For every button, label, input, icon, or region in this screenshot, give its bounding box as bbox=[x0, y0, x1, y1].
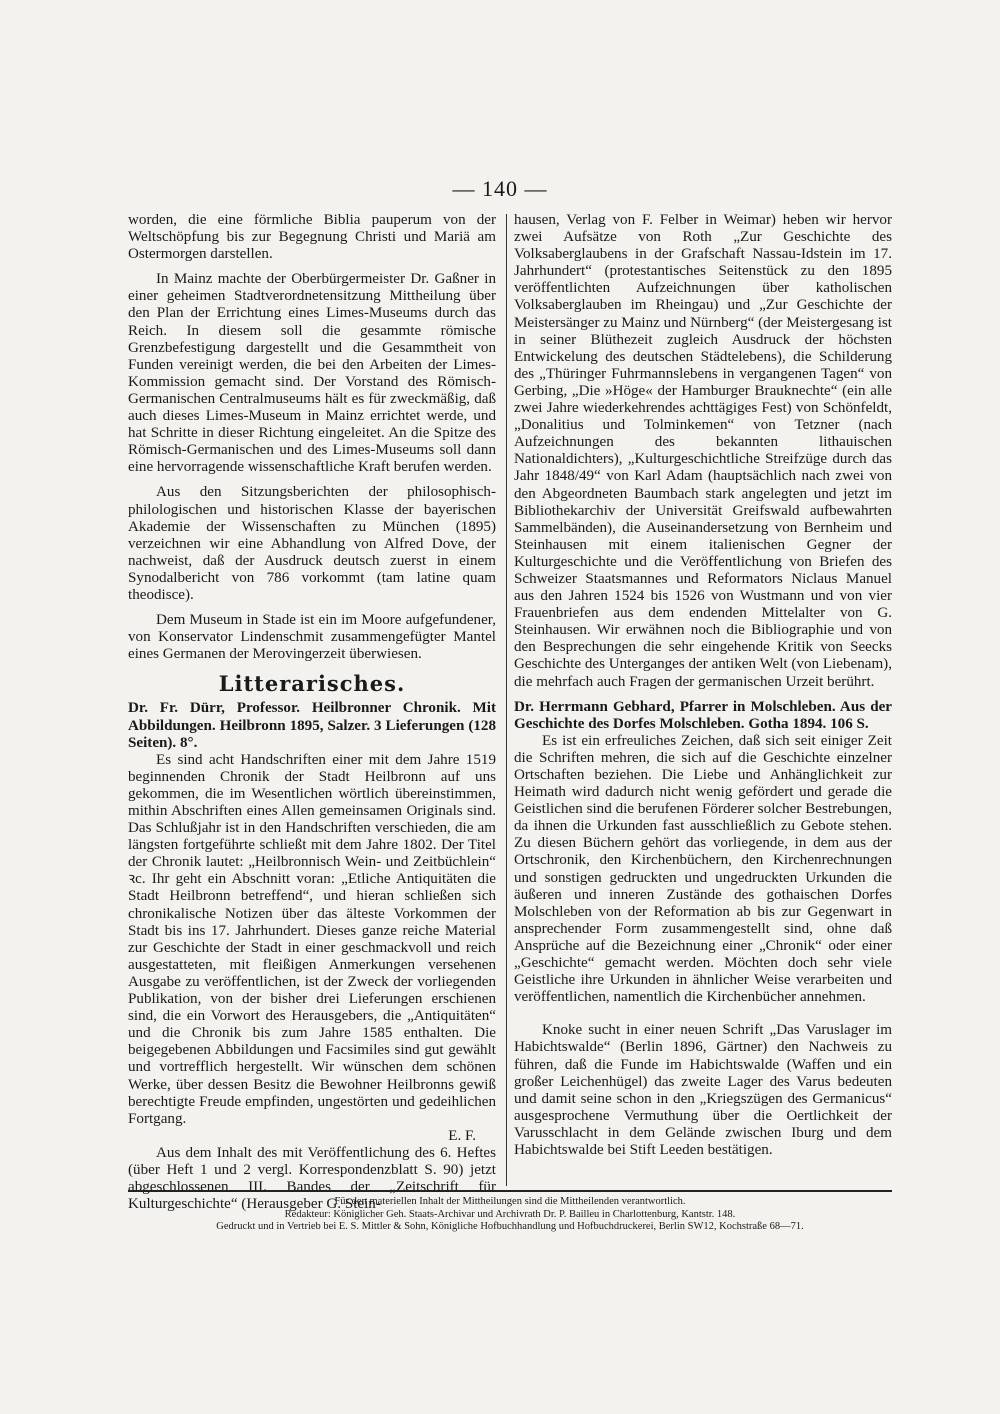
footer-line: Redakteur: Königlicher Geh. Staats-Archivar und Archivrath Dr. P. Bailleu in Charlottenburg, Kantstr. 148. bbox=[284, 1208, 736, 1220]
footer-rule bbox=[128, 1190, 892, 1192]
footer bbox=[128, 1196, 892, 1234]
paragraph: worden, die eine förmliche Biblia pauperum von der Weltschöpfung bis zur Begegnung Christi und Mariä am Ostermorgen darstellen. bbox=[128, 212, 496, 263]
paragraph: Aus den Sitzungsberichten der philosophisch-philologischen und historischen Klasse der bayerischen Akademie der Wissenschaften zu München (1895) verzeichnen wir eine Abhandlung von Alfred Dove, der nachweist, daß der Ausdruck deutsch zuerst in einem Synodalbericht von 786 vorkommt (tam latine quam theodisce). bbox=[128, 484, 496, 603]
left-column bbox=[128, 212, 496, 1213]
section-heading: Litterarisches. bbox=[218, 671, 406, 697]
page-number: — 140 — bbox=[452, 176, 548, 201]
column-divider bbox=[506, 214, 507, 1186]
review-signature: E. F. bbox=[448, 1127, 476, 1144]
review-body: Es sind acht Handschriften einer mit dem Jahre 1519 beginnenden Chronik der Stadt Heilbronn auf uns gekommen, die im Wesentlichen wörtlich übereinstimmen, mithin Abschriften eines Allen gemeinsamen Originals sind. Das Schlußjahr ist in den Handschriften verschieden, die am längsten fortgeführte schließt mit dem Jahre 1802. Der Titel der Chronik lautet: „Heilbronnisch Wein- und Zeitbüchlein“ ꝛc. Ihr geht ein Abschnitt voran: „Etliche Antiquitäten die Stadt Heilbronn betreffend“, und hieran schließen sich chronikalische Notizen über das älteste Vorkommen der Stadt bis ins 17. Jahrhundert. Dieses ganze reiche Material zur Geschichte der Stadt in einer geschmackvoll und reich ausgestatteten, mit fleißigen Anmerkungen versehenen Ausgabe zu veröffentlichen, ist der Zweck der vorliegenden Publikation, von der bisher drei Lieferungen erschienen sind, die ein Vorwort des Herausgebers, die „Antiquitäten“ und die Chronik bis zum Jahre 1585 enthalten. Die beigegebenen Abbildungen und Facsimiles sind gut gewählt und vortrefflich hergestellt. Wir wünschen dem schönen Werke, über dessen Besitz die Bewohner Heilbronns gewiß berechtigte Freude empfinden, ungestörten und gedeihlichen Fortgang. bbox=[128, 751, 496, 1127]
footer-line: Für den materiellen Inhalt der Mittheilungen sind die Mittheilenden verantwortlich. bbox=[334, 1196, 686, 1207]
footer-line: Gedruckt und in Vertrieb bei E. S. Mittler & Sohn, Königliche Hofbuchhandlung und Hofbuchdruckerei, Berlin SW12, Kochstraße 68—71. bbox=[216, 1221, 804, 1232]
paragraph: Dem Museum in Stade ist ein im Moore aufgefundener, von Konservator Lindenschmit zusammengefügter Mantel eines Germanen der Merovingerzeit überwiesen. bbox=[128, 612, 496, 663]
review-heading: Dr. Fr. Dürr, Professor. Heilbronner Chronik. Mit Abbildungen. Heilbronn 1895, Salzer. 3 Lieferungen (128 Seiten). 8°. bbox=[128, 700, 496, 751]
review-heading: Dr. Herrmann Gebhard, Pfarrer in Molschleben. Aus der Geschichte des Dorfes Molschleben. Gotha 1894. 106 S. bbox=[514, 698, 892, 732]
paragraph: Knoke sucht in einer neuen Schrift „Das Varuslager im Habichtswalde“ (Berlin 1896, Gärtner) den Nachweis zu führen, daß die Funde im Habichtswalde (Waffen und ein großer Leichenhügel) das zweite Lager des Varus bedeuten und damit seine schon in den „Kriegszügen des Germanicus“ ausgesprochene Vermuthung über die Oertlichkeit der Varusschlacht in dem Gelände zwischen Iburg und dem Habichtswalde bei Stift Leeden bestätigen. bbox=[514, 1022, 892, 1158]
paragraph: hausen, Verlag von F. Felber in Weimar) heben wir hervor zwei Aufsätze von Roth „Zur Geschichte des Volksaberglaubens in der Grafschaft Nassau-Idstein im 17. Jahrhundert“ (protestantisches Seitenstück zu den 1895 veröffentlichten Aufzeichnungen über katholischen Volksaberglauben im Rheingau) und „Zur Geschichte der Meistersänger zu Mainz und Nürnberg“ (der Meistergesang ist in seiner Blüthezeit zugleich Ausdruck der höchsten Entwickelung des deutschen Städtelebens), die Schilderung des „Thüringer Fuhrmannslebens in vergangenen Tagen“ von Gerbing, „Die »Höge« der Hamburger Brauknechte“ (ein alle zwei Jahre wiederkehrendes achttägiges Fest) von Schönfeldt, „Donalitius und Tolminkemen“ von Tetzner (nach Aufzeichnungen des bekannten lithauischen Nationaldichters), „Kulturgeschichtliche Streifzüge durch das Jahr 1848/49“ von Karl Adam (hauptsächlich nach zwei von den Abgeordneten Baumbach stark angelegten und jetzt im Bibliothekarchiv der Universität Greifswald aufbewahrten Sammelbänden), die Auseinandersetzung von Bernheim und Steinhausen mit einem italienischen Gegner der Kulturgeschichte und die Veröffentlichung von Briefen des Schweizer Staatsmannes und Reformators Niclaus Manuel aus den Jahren 1524 bis 1526 von Wustmann und von vier Frauenbriefen aus dem endenden Mittelalter von G. Steinhausen. Wir erwähnen noch die Bibliographie und von den Besprechungen die sehr eingehende Kritik von Seecks Geschichte des Unterganges der antiken Welt (von Liebenam), die mehrfach auch Fragen der germanischen Urzeit berührt. bbox=[514, 212, 892, 690]
paragraph: In Mainz machte der Oberbürgermeister Dr. Gaßner in einer geheimen Stadtverordnetensitzung Mittheilung über den Plan der Errichtung eines Limes-Museums durch das Reich. In diesem soll die gesammte römische Grenzbefestigung dargestellt und die Gesammtheit von Funden vereinigt werden, die bei den Arbeiten der Limes-Kommission gemacht sind. Der Vorstand des Römisch-Germanischen Centralmuseums hält es für zweckmäßig, daß auch dieses Limes-Museum in Mainz errichtet werde, und hat Schritte in dieser Richtung eingeleitet. An die Spitze des Römisch-Germanischen und des Limes-Museums soll dann eine hervorragende wissenschaftliche Kraft berufen werden. bbox=[128, 271, 496, 476]
paragraph: Aus dem Inhalt des mit Veröffentlichung des 6. Heftes (über Heft 1 und 2 vergl. Korrespondenzblatt S. 90) jetzt abgeschlossenen III. Bandes der „Zeitschrift für Kulturgeschichte“ (Herausgeber G. Stein- bbox=[128, 1144, 496, 1213]
review-body: Es ist ein erfreuliches Zeichen, daß sich seit einiger Zeit die Schriften mehren, die sich auf die Geschichte einzelner Ortschaften beziehen. Die Liebe und Anhänglichkeit zur Heimath wird dadurch nicht wenig gefördert und gerade die Geistlichen sind die berufenen Förderer solcher Bestrebungen, da ihnen die Urkunden fast ausschließlich zu Gebote stehen. Zu diesen Büchern gehört das vorliegende, in dem aus der Ortschronik, den Kirchenbüchern, den Kirchenrechnungen und sonstigen gedruckten und ungedruckten Urkunden die äußeren und inneren Zustände des gothaischen Dorfes Molschleben von der Reformation ab bis zur Gegenwart in ansprechender Form zusammengestellt sind, ohne daß Ansprüche auf die Bezeichnung einer „Chronik“ oder einer „Geschichte“ gemacht werden. Möchten doch sehr viele Geistliche ihre Urkunden in ähnlicher Weise verarbeiten und veröffentlichen, namentlich die Kirchenbücher annehmen. bbox=[514, 732, 892, 1006]
right-column bbox=[514, 212, 892, 1159]
